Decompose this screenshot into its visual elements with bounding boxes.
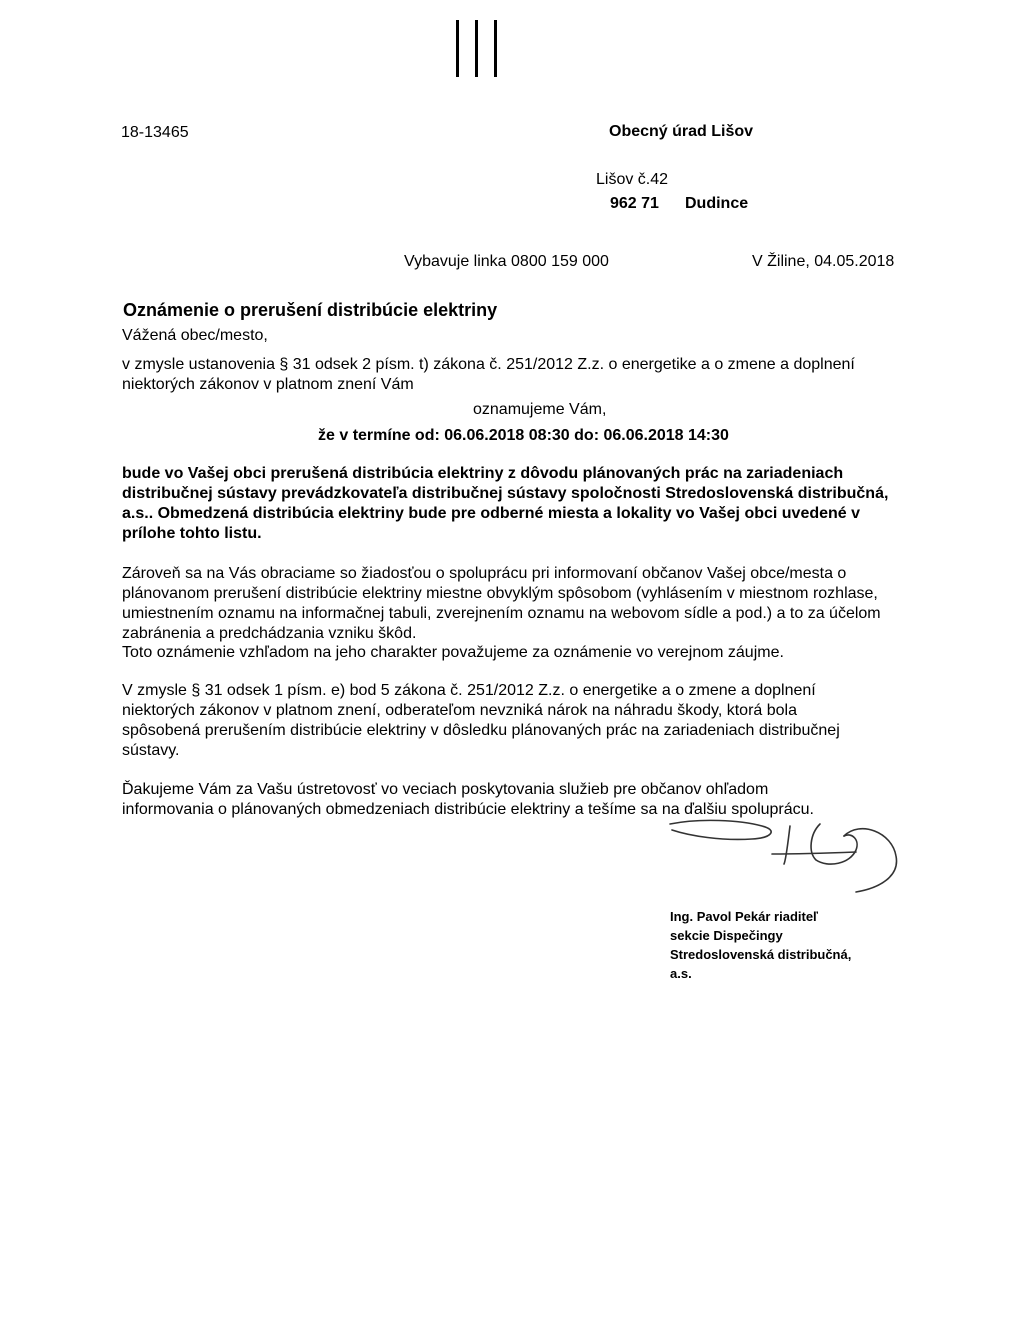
handwritten-signature — [660, 812, 905, 902]
recipient-city: Dudince — [685, 195, 749, 212]
signatory-company-suffix: a.s. — [670, 966, 692, 981]
reference-number: 18-13465 — [121, 124, 189, 141]
header-mark-bar — [494, 20, 497, 77]
cooperation-paragraph: Zároveň sa na Vás obraciame so žiadosťou o spoluprácu pri informovaní občanov Vašej obce/mesta o plánovanom prerušení distribúcie elektriny miestne obvyklým spôsobom (vyhlásením v miestnom rozhlase, umiestnením oznamu na informačnej tabuli, zverejnením oznamu na webovom sídle a pod.) a to za účelom zabránenia a predchádzania vzniku škôd. — [122, 565, 881, 642]
recipient-postal-code: 962 71 — [610, 195, 659, 212]
announce-line: oznamujeme Vám, — [473, 401, 607, 418]
recipient-name: Obecný úrad Lišov — [609, 123, 754, 140]
letter-title: Oznámenie o prerušení distribúcie elektriny — [123, 300, 498, 320]
compensation-paragraph: V zmysle § 31 odsek 1 písm. e) bod 5 zákona č. 251/2012 Z.z. o energetike a o zmene a doplnení niektorých zákonov v platnom znení, odberateľom nevzniká nárok na náhradu škody, ktorá bola spôsobená prerušením distribúcie elektriny v dôsledku plánovaných prác na zariadeniach distribučnej sústavy. — [122, 682, 840, 759]
thanks-paragraph: Ďakujeme Vám za Vašu ústretovosť vo veciach poskytovania služieb pre občanov ohľadom informovania o plánovaných obmedzeniach distribúcie elektriny a tešíme sa na ďalšiu spoluprácu. — [122, 781, 814, 818]
signatory-department: sekcie Dispečingy — [670, 928, 783, 943]
place-date: V Žiline, 04.05.2018 — [752, 253, 895, 270]
header-mark-bar — [456, 20, 459, 77]
outage-term: že v termíne od: 06.06.2018 08:30 do: 06.06.2018 14:30 — [318, 427, 729, 444]
signatory-block — [670, 907, 900, 983]
signatory-name-title: Ing. Pavol Pekár riaditeľ — [670, 909, 819, 924]
signatory-company: Stredoslovenská distribučná, — [670, 947, 852, 962]
header-mark-bar — [475, 20, 478, 77]
public-interest-paragraph: Toto oznámenie vzhľadom na jeho charakter považujeme za oznámenie vo verejnom záujme. — [122, 644, 784, 661]
intro-paragraph: v zmysle ustanovenia § 31 odsek 2 písm. t) zákona č. 251/2012 Z.z. o energetike a o zmene a doplnení niektorých zákonov v platnom znení Vám — [122, 356, 855, 393]
salutation: Vážená obec/mesto, — [122, 327, 268, 344]
hotline: Vybavuje linka 0800 159 000 — [404, 253, 609, 270]
outage-paragraph: bude vo Vašej obci prerušená distribúcia elektriny z dôvodu plánovaných prác na zariadeniach distribučnej sústavy prevádzkovateľa distribučnej sústavy spoločnosti Stredoslovenská distribučná, a.s.. Obmedzená distribúcia elektriny bude pre odberné miesta a lokality vo Vašej obci uvedené v prílohe tohto listu. — [122, 465, 889, 542]
recipient-street: Lišov č.42 — [596, 171, 669, 188]
